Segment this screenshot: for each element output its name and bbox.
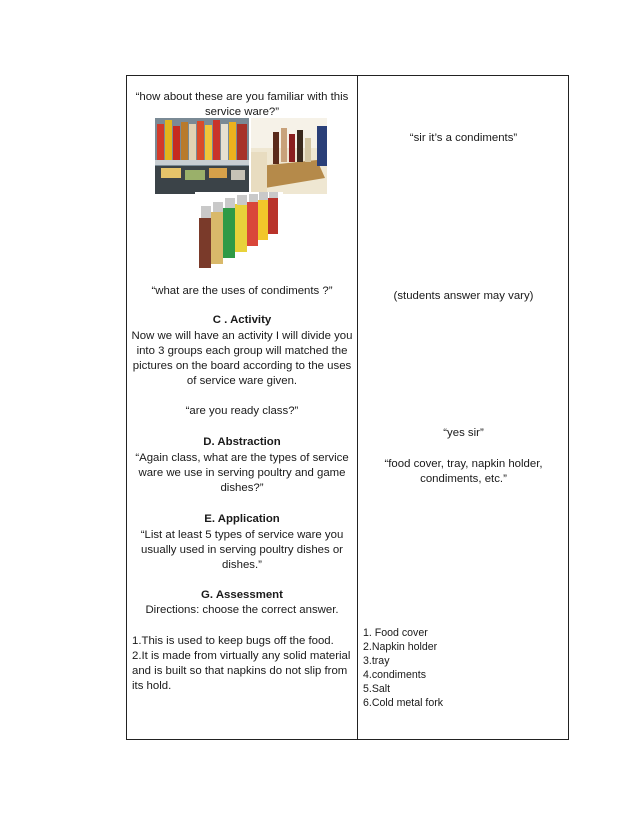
condiment-rack-photo xyxy=(155,118,249,194)
lesson-table xyxy=(126,75,569,740)
assessment-item-1: 1.This is used to keep bugs off the food. xyxy=(132,635,334,647)
question-service-ware: “how about these are you familiar with this service ware?” xyxy=(135,91,349,118)
assessment-item-2: 2.It is made from virtually any solid material and is built so that napkins do not slip from its hold. xyxy=(132,650,351,692)
column-divider xyxy=(357,76,358,739)
choice-item: 5.Salt xyxy=(363,683,391,695)
abstraction-question: “Again class, what are the types of service ware we use in serving poultry and game dishes?” xyxy=(135,452,349,494)
answer-yes-sir: “yes sir” xyxy=(443,427,484,439)
question-condiment-uses: “what are the uses of condiments ?” xyxy=(151,285,333,297)
answer-choices xyxy=(363,626,563,710)
heading-abstraction: D. Abstraction xyxy=(203,436,281,448)
condiment-tray-photo xyxy=(251,118,327,194)
choice-item: 4.condiments xyxy=(363,669,427,681)
application-question: “List at least 5 types of service ware you usually used in serving poultry dishes or dishes.” xyxy=(140,529,344,571)
answer-service-ware-list: “food cover, tray, napkin holder, condiments, etc.” xyxy=(384,458,543,485)
ready-question: “are you ready class?” xyxy=(185,405,299,417)
choice-item: 6.Cold metal fork xyxy=(363,697,444,709)
heading-assessment: G. Assessment xyxy=(201,589,283,601)
answer-vary: (students answer may vary) xyxy=(393,290,534,302)
choice-item: 2.Napkin holder xyxy=(363,641,438,653)
answer-condiments: “sir it’s a condiments” xyxy=(409,132,518,144)
assessment-directions: Directions: choose the correct answer. xyxy=(145,604,339,616)
condiment-dispensers-photo xyxy=(195,192,283,270)
activity-instructions: Now we will have an activity I will divide you into 3 groups each group will matched the pictures on the board according to the uses of service ware given. xyxy=(131,330,353,387)
heading-application: E. Application xyxy=(204,513,280,525)
choice-item: 1. Food cover xyxy=(363,627,428,639)
heading-activity: C . Activity xyxy=(212,314,272,326)
choice-item: 3.tray xyxy=(363,655,390,667)
